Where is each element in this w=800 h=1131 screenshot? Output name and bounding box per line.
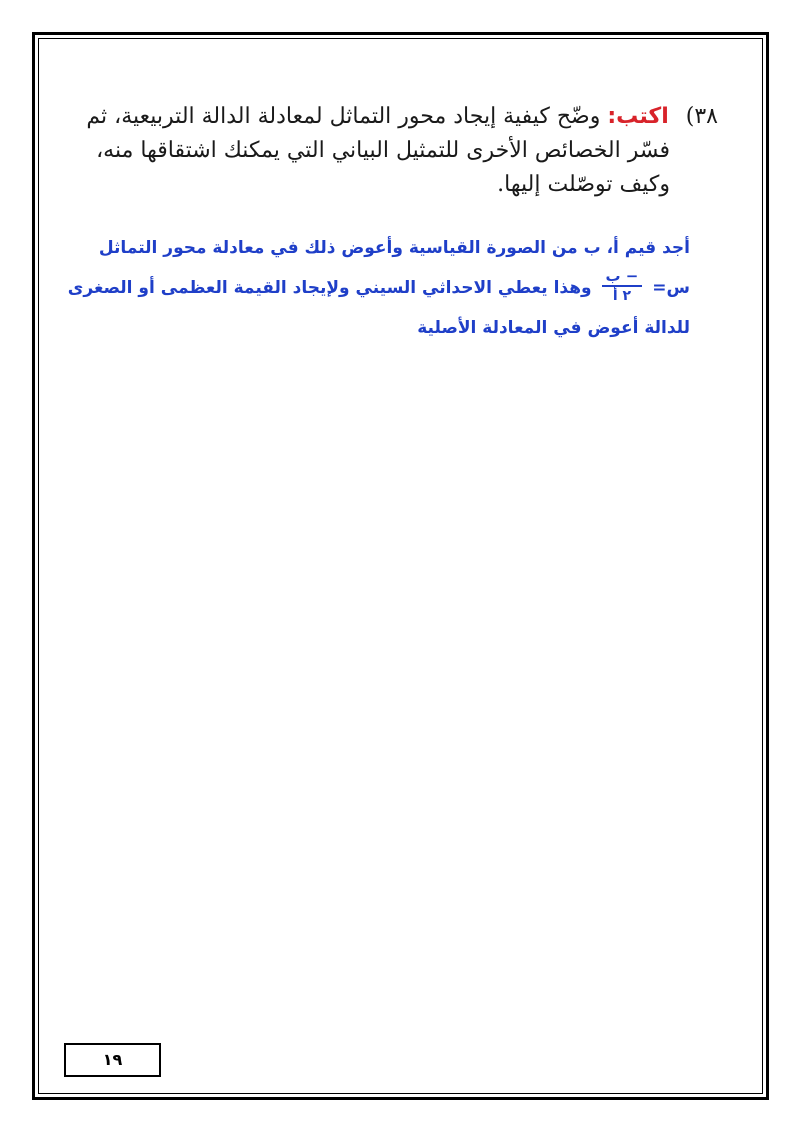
page-number: ١٩ [102, 1050, 123, 1069]
question-text-1: وضّح كيفية إيجاد محور التماثل لمعادلة الدالة التربيعية، ثم [86, 104, 601, 129]
question-number: ٣٨) [685, 104, 718, 129]
answer-equation-prefix: س= [652, 278, 690, 298]
question-keyword: اكتب: [607, 104, 669, 129]
fraction-denominator: ٢ أ [612, 288, 632, 304]
answer-text-3: للدالة أعوض في المعادلة الأصلية [417, 318, 690, 338]
question-line-3 [78, 168, 718, 202]
answer-line-1 [80, 228, 690, 268]
question-line-1 [78, 100, 718, 134]
question-line-2 [78, 134, 718, 168]
answer-block [67, 228, 690, 348]
answer-text-2: وهذا يعطي الاحداثي السيني ولإيجاد القيمة العظمى أو الصغرى [67, 278, 592, 298]
fraction-numerator: − ب [602, 268, 643, 287]
question-block [78, 100, 718, 202]
answer-text-1: أجد قيم أ، ب من الصورة القياسية وأعوض ذلك في معادلة محور التماثل [98, 238, 690, 258]
answer-line-2 [67, 267, 690, 308]
page-number-box [64, 1043, 161, 1077]
question-text-3: وكيف توصّلت إليها. [497, 172, 670, 197]
axis-of-symmetry-fraction [602, 268, 643, 304]
answer-line-3 [80, 308, 690, 348]
question-text-2: فسّر الخصائص الأخرى للتمثيل البياني التي يمكنك اشتقاقها منه، [96, 138, 670, 163]
